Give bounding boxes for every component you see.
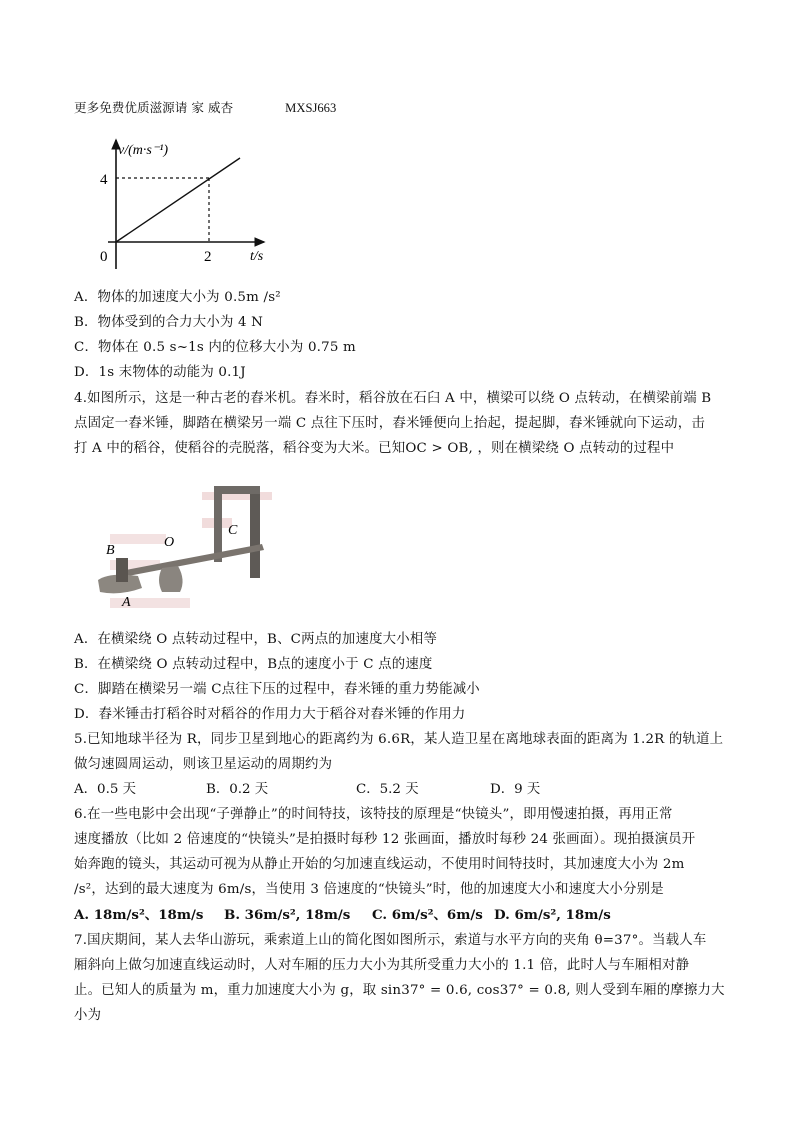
q6-stem-line-2: 速度播放（比如 2 倍速度的“快镜头”是拍摄时每秒 12 张画面，播放时每秒 24 张画面）。现拍摄演员开 [74,832,696,847]
q6-options [74,905,714,925]
q4-stem-line-1: 4.如图所示，这是一种古老的舂米机。舂米时，稻谷放在石臼 A 中，横梁可以绕 O 点转动，在横梁前端 B [74,391,712,406]
q6-stem-line-4: /s²，达到的最大速度为 6m/s，当使用 3 倍速度的“快镜头”时，他的加速度大小和速度大小分别是 [74,882,664,897]
q4-stem-line-2: 点固定一舂米锤，脚踏在横梁另一端 C 点往下压时，舂米锤便向上抬起，提起脚，舂米锤就向下运动，击 [74,416,705,431]
header-code: MXSJ663 [285,101,337,115]
q7-stem-line-1: 7.国庆期间，某人去华山游玩，乘索道上山的简化图如图所示，索道与水平方向的夹角 θ=37°。当载人车 [74,933,707,948]
velocity-time-graph [98,136,278,272]
y-axis-label: v/(m·s⁻¹) [118,143,169,158]
label-o: O [164,535,175,550]
header-watermark-text: 更多免费优质滋源请 家 威杏 [74,100,234,115]
q6-option-c: C. 6m/s²、6m/s [372,907,483,923]
x-tick-label: 2 [204,249,212,265]
q6-option-b: B. 36m/s², 18m/s [224,907,351,923]
label-c: C [228,523,238,538]
q3-option-a: A．物体的加速度大小为 0.5m /s² [74,290,281,305]
q5-stem-line-1: 5.已知地球半径为 R，同步卫星到地心的距离约为 6.6R，某人造卫星在离地球表面的距离为 1.2R 的轨道上 [74,732,724,747]
q4-option-d: D．舂米锤击打稻谷时对稻谷的作用力大于稻谷对舂米锤的作用力 [74,707,466,722]
q4-option-b: B．在横梁绕 O 点转动过程中，B点的速度小于 C 点的速度 [74,657,433,672]
q6-option-d: D. 6m/s², 18m/s [494,907,611,923]
frame-top-bar [214,486,260,494]
q7-stem-line-2: 厢斜向上做匀加速直线运动时，人对车厢的压力大小为其所受重力大小的 1.1 倍，此时人与车厢相对静 [74,958,690,973]
q5-option-b: B．0.2 天 [206,782,269,797]
q5-options [74,780,714,800]
q5-option-d: D．9 天 [490,782,541,797]
frame-right-post [250,486,260,578]
q3-option-d: D．1s 末物体的动能为 0.1J [74,365,246,380]
bleed-text-2 [110,534,166,544]
q6-option-a: A. 18m/s²、18m/s [74,907,204,923]
q5-option-a: A．0.5 天 [74,782,137,797]
q5-stem-line-2: 做匀速圆周运动，则该卫星运动的周期约为 [74,757,333,772]
q3-option-c: C．物体在 0.5 s~1s 内的位移大小为 0.75 m [74,340,356,355]
q7-stem-line-3: 止。已知人的质量为 m，重力加速度大小为 g，取 sin37° = 0.6, cos37° = 0.8, 则人受到车厢的摩擦力大 [74,983,725,998]
q7-stem-line-4: 小为 [74,1008,102,1023]
rice-pounder-figure [90,480,290,610]
q5-option-c: C．5.2 天 [356,782,419,797]
q4-option-c: C．脚踏在横梁另一端 C点往下压的过程中，舂米锤的重力势能减小 [74,682,480,697]
pivot-support [159,566,183,592]
pounder-hammer [116,558,128,582]
q6-stem-line-3: 始奔跑的镜头，其运动可视为从静止开始的匀加速直线运动，不使用时间特技时，其加速度大小为 2m [74,857,685,872]
q6-stem-line-1: 6.在一些电影中会出现“子弹静止”的时间特技，该特技的原理是“快镜头”，即用慢速拍摄，再用正常 [74,807,673,822]
origin-label: 0 [100,249,108,265]
page-header [74,97,336,116]
label-a: A [122,595,131,610]
y-tick-label: 4 [100,172,108,188]
q4-stem-line-3: 打 A 中的稻谷，使稻谷的壳脱落，稻谷变为大米。已知OC > OB, ，则在横梁绕 O 点转动的过程中 [74,441,675,456]
frame-left-post [214,490,222,562]
x-axis-label: t/s [250,249,264,264]
label-b: B [106,543,115,558]
velocity-line [116,158,240,242]
q3-option-b: B．物体受到的合力大小为 4 N [74,315,264,330]
q4-option-a: A．在横梁绕 O 点转动过程中，B、C两点的加速度大小相等 [74,632,438,647]
